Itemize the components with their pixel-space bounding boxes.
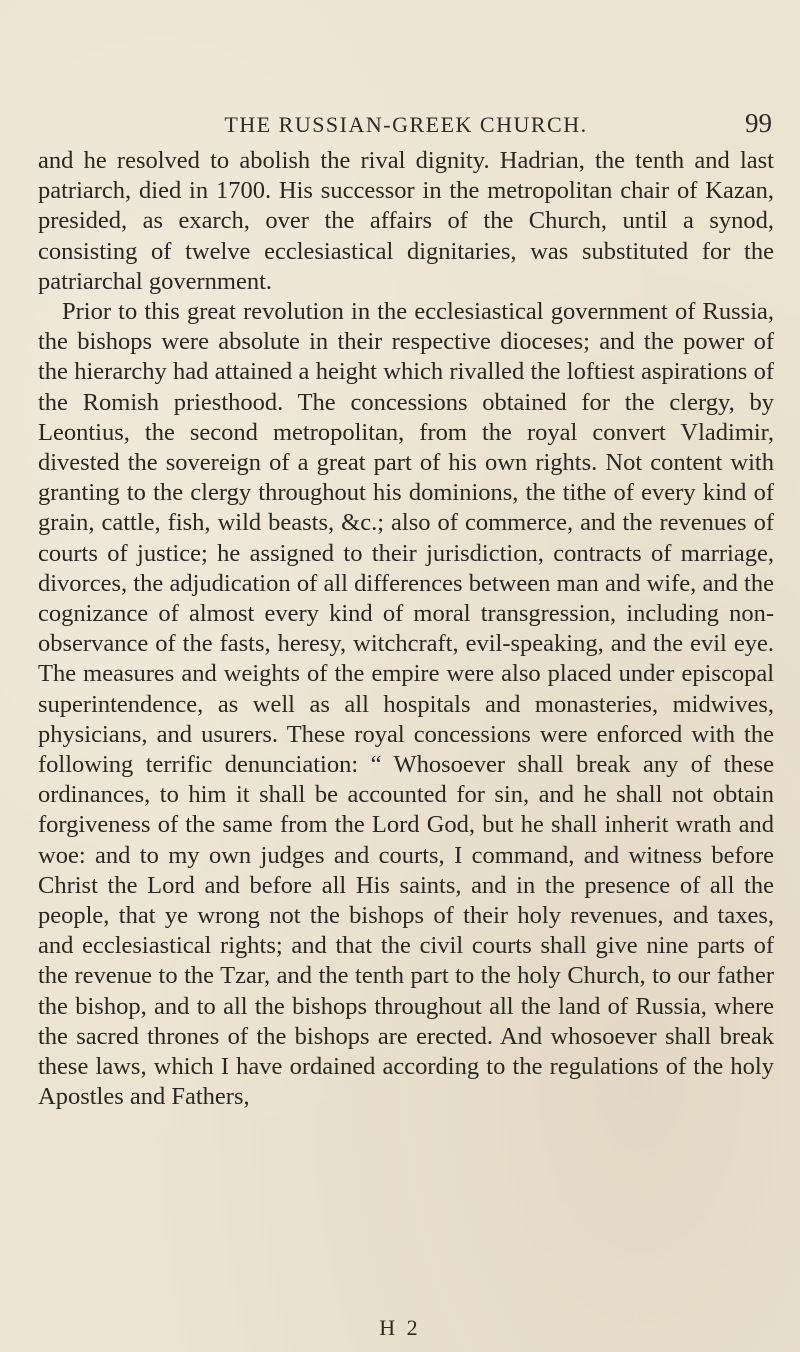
body-text <box>38 146 774 1113</box>
page-number: 99 <box>745 108 772 138</box>
running-title: THE RUSSIAN-GREEK CHURCH. <box>224 112 588 137</box>
signature-mark: H 2 <box>379 1315 421 1340</box>
paragraph-continuation: and he resolved to abolish the rival dignity. Hadrian, the tenth and last patriarch, died in 1700. His successor in the metropolitan chair of Kazan, presided, as exarch, over the affairs of the Church, until a synod, consisting of twelve ecclesiastical dignitaries, was substituted for the patriarchal government. <box>38 147 774 295</box>
paragraph-prior-to-revolution: Prior to this great revolution in the ecclesiastical government of Russia, the bishops were absolute in their respective dioceses; and the power of the hierarchy had attained a height which rivalled the loftiest aspirations of the Romish priesthood. The concessions obtained for the clergy, by Leontius, the second metropolitan, from the royal convert Vladimir, divested the sovereign of a great part of his own rights. Not content with granting to the clergy throughout his dominions, the tithe of every kind of grain, cattle, fish, wild beasts, &c.; also of commerce, and the revenues of courts of justice; he assigned to their jurisdiction, contracts of marriage, divorces, the adjudication of all differences between man and wife, and the cognizance of almost every kind of moral transgression, including non-observance of the fasts, heresy, witchcraft, evil-speaking, and the evil eye. The measures and weights of the empire were also placed under episcopal superintendence, as well as all hospitals and monasteries, midwives, physicians, and usurers. These royal concessions were enforced with the following terrific denunciation: “ Whosoever shall break any of these ordinances, to him it shall be accounted for sin, and he shall not obtain forgiveness of the same from the Lord God, but he shall inherit wrath and woe: and to my own judges and courts, I command, and witness before Christ the Lord and before all His saints, and in the presence of all the people, that ye wrong not the bishops of their holy revenues, and taxes, and ecclesiastical rights; and that the civil courts shall give nine parts of the revenue to the Tzar, and the tenth part to the holy Church, to our father the bishop, and to all the bishops throughout all the land of Russia, where the sacred thrones of the bishops are erected. And whosoever shall break these laws, which I have ordained according to the regulations of the holy Apostles and Fathers, <box>38 298 774 1111</box>
running-head <box>38 108 774 144</box>
